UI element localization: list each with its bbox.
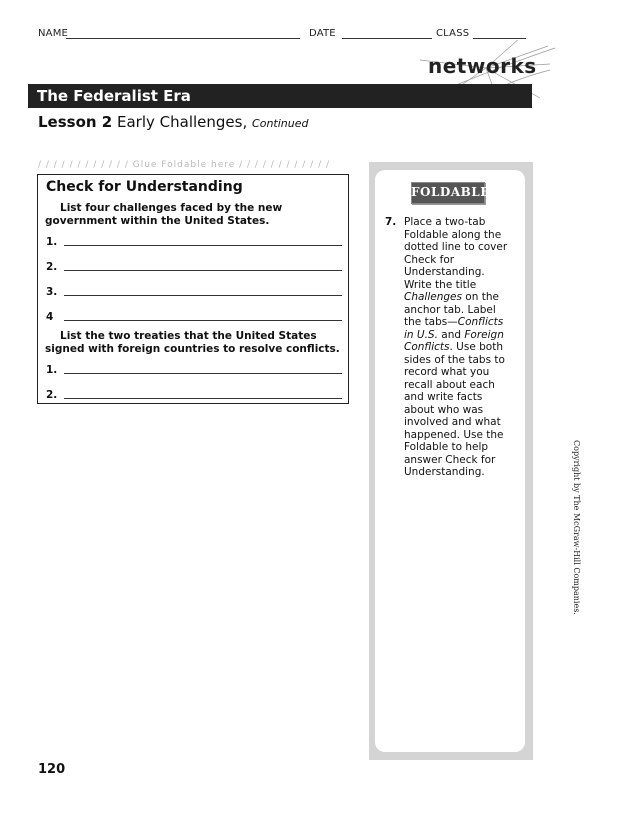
- instruction-line: anchor tab. Label: [404, 303, 496, 316]
- foldables-panel-inner: [375, 170, 525, 752]
- foldables-badge: FOLDABLES: [411, 182, 485, 204]
- class-label: CLASS: [436, 28, 470, 39]
- check-for-understanding-box: [37, 174, 349, 404]
- check-title: Check for Understanding: [46, 179, 243, 195]
- instruction-line: the tabs—Conflicts: [404, 316, 504, 328]
- name-label: NAME: [38, 28, 69, 39]
- name-field[interactable]: [66, 38, 300, 39]
- date-label: DATE: [309, 28, 336, 39]
- chapter-title: The Federalist Era: [37, 87, 191, 105]
- challenge-number: 3.: [46, 286, 58, 298]
- instruction-2-line-2: signed with foreign countries to resolve conflicts.: [45, 343, 340, 355]
- lesson-number: Lesson 2: [38, 113, 113, 131]
- lesson-heading: [38, 113, 308, 131]
- instruction-line: Understanding.: [404, 266, 485, 278]
- treaty-answer-line[interactable]: [64, 373, 342, 374]
- instruction-line: involved and what: [404, 416, 501, 428]
- instruction-line: Challenges on the: [404, 291, 499, 303]
- instruction-line: and write facts: [404, 391, 483, 403]
- challenge-answer-line[interactable]: [64, 245, 342, 246]
- treaty-number: 1.: [46, 364, 58, 376]
- copyright-notice: Copyright by The McGraw-Hill Companies.: [572, 440, 581, 615]
- question-number: 7.: [385, 216, 397, 228]
- challenge-answer-line[interactable]: [64, 320, 342, 321]
- instruction-2-line-1: List the two treaties that the United States: [60, 330, 317, 342]
- challenge-number: 4: [46, 311, 54, 323]
- challenge-answer-line[interactable]: [64, 295, 342, 296]
- instruction-line: Conflicts. Use both: [404, 341, 503, 353]
- glue-foldable-line: / / / / / / / / / / / / Glue Foldable here / / / / / / / / / / / /: [38, 160, 330, 170]
- instruction-line: recall about each: [404, 378, 495, 391]
- chapter-title-bar: [28, 84, 532, 108]
- foldables-instructions: [404, 216, 520, 479]
- challenge-number: 1.: [46, 236, 58, 248]
- treaty-answer-line[interactable]: [64, 398, 342, 399]
- date-field[interactable]: [342, 38, 432, 39]
- class-field[interactable]: [473, 38, 526, 39]
- instruction-line: record what you: [404, 366, 490, 378]
- page-number: 120: [38, 762, 66, 777]
- instruction-line: dotted line to cover: [404, 241, 508, 253]
- instruction-1-line-2: government within the United States.: [45, 215, 270, 227]
- instruction-line: answer Check for: [404, 453, 496, 466]
- instruction-line: Place a two-tab: [404, 216, 486, 228]
- foldables-panel: [369, 162, 533, 760]
- instruction-line: about who was: [404, 403, 484, 416]
- instruction-line: Understanding.: [404, 466, 485, 478]
- treaty-number: 2.: [46, 389, 58, 401]
- instruction-line: sides of the tabs to: [404, 353, 505, 366]
- challenge-number: 2.: [46, 261, 58, 273]
- instruction-line: Check for: [404, 253, 455, 266]
- lesson-title: Early Challenges,: [117, 113, 248, 131]
- instruction-line: Write the title: [404, 278, 477, 291]
- instruction-1-line-1: List four challenges faced by the new: [60, 202, 283, 214]
- lesson-continued: Continued: [252, 117, 309, 130]
- networks-logo: networks: [400, 40, 560, 110]
- challenge-answer-line[interactable]: [64, 270, 342, 271]
- instruction-line: Foldable to help: [404, 441, 489, 453]
- instruction-line: Foldable along the: [404, 228, 502, 241]
- instruction-line: in U.S. and Foreign: [404, 328, 504, 341]
- instruction-line: happened. Use the: [404, 428, 504, 441]
